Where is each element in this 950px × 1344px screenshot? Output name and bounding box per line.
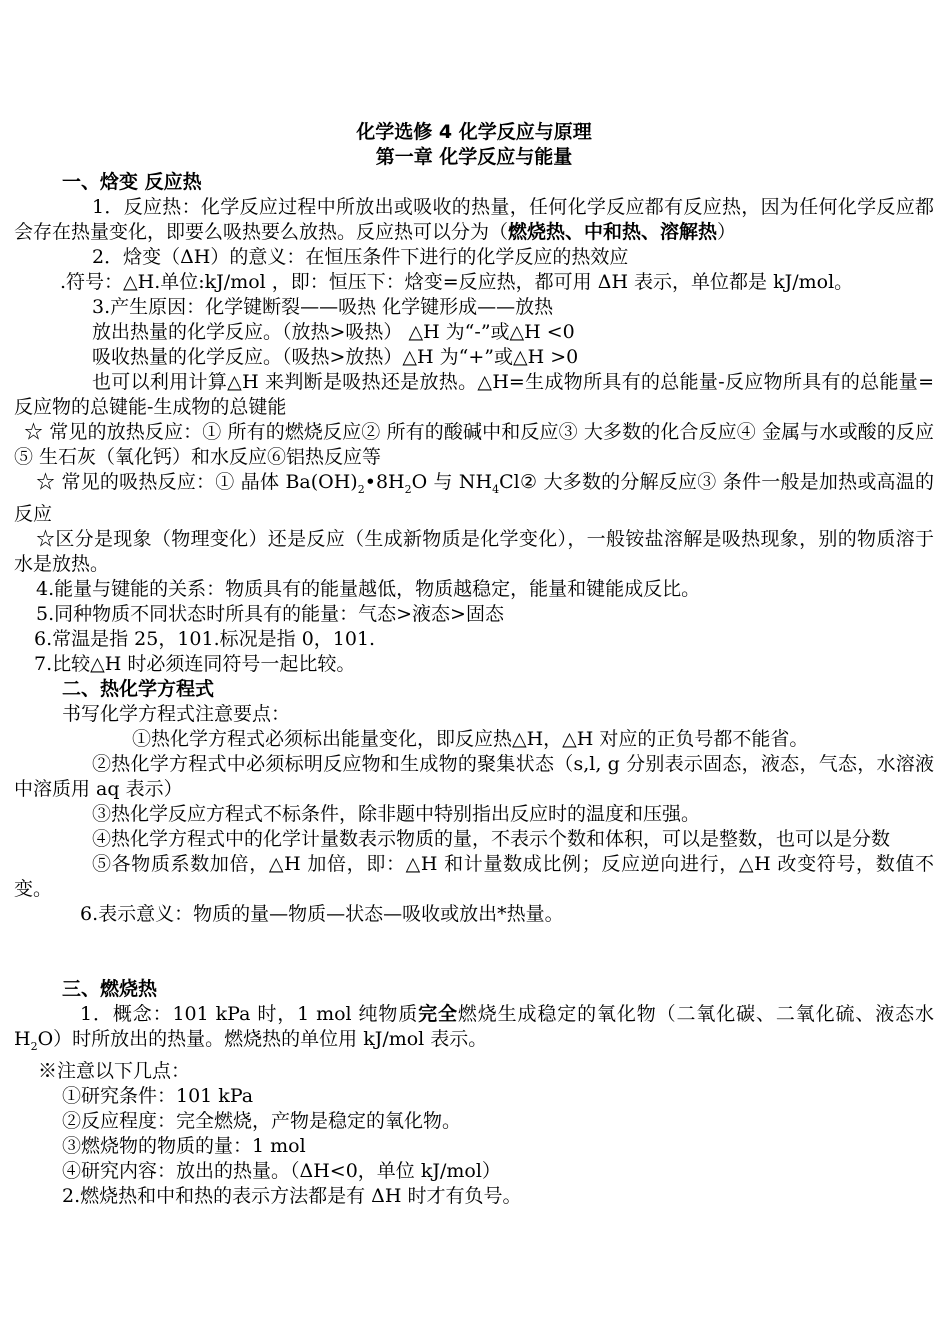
paragraph: ②反应程度：完全燃烧，产物是稳定的氧化物。	[62, 1109, 462, 1132]
doc-title: 化学选修 4 化学反应与原理	[356, 121, 592, 143]
paragraph: 2.燃烧热和中和热的表示方法都是有 ΔH 时才有负号。	[62, 1184, 522, 1207]
paragraph: ☆区分是现象（物理变化）还是反应（生成新物质是化学变化），一般铵盐溶解是吸热现象，别的物质溶于水是放热。	[14, 527, 934, 575]
paragraph: 6.常温是指 25，101.标况是指 0，101.	[34, 627, 376, 650]
paragraph: 放出热量的化学反应。（放热>吸热） △H 为“-”或△H <0	[92, 321, 575, 343]
section-2-heading: 二、热化学方程式	[62, 677, 215, 700]
paragraph: ④研究内容：放出的热量。（ΔH<0，单位 kJ/mol）	[62, 1159, 501, 1182]
paragraph: 书写化学方程式注意要点：	[62, 702, 291, 725]
paragraph: ①研究条件：101 kPa	[62, 1084, 254, 1107]
document-page	[14, 120, 934, 1209]
paragraph: ②热化学方程式中必须标明反应物和生成物的聚集状态（s,l, g 分别表示固态，液态，气态，水溶液中溶质用 aq 表示）	[14, 752, 934, 800]
chapter-title: 第一章 化学反应与能量	[375, 146, 573, 168]
paragraph: ③热化学反应方程式不标条件，除非题中特别指出反应时的温度和压强。	[92, 802, 701, 825]
paragraph: 3.产生原因：化学键断裂——吸热 化学键形成——放热	[92, 296, 554, 318]
section-1-heading: 一、焓变 反应热	[62, 171, 202, 193]
section-3-heading: 三、燃烧热	[62, 977, 158, 1000]
paragraph: ①热化学方程式必须标出能量变化，即反应热△H，△H 对应的正负号都不能省。	[132, 727, 809, 750]
paragraph: 5.同种物质不同状态时所具有的能量：气态>液态>固态	[36, 602, 504, 625]
paragraph: 6.表示意义：物质的量—物质—状态—吸收或放出*热量。	[80, 902, 564, 925]
paragraph: 4.能量与键能的关系：物质具有的能量越低，物质越稳定，能量和键能成反比。	[36, 577, 701, 600]
paragraph: 1．反应热：化学反应过程中所放出或吸收的热量，任何化学反应都有反应热，因为任何化学反应都会存在热量变化，即要么吸热要么放热。反应热可以分为（燃烧热、中和热、溶解热）	[14, 196, 934, 243]
paragraph: 吸收热量的化学反应。（吸热>放热）△H 为“+”或△H >0	[92, 346, 579, 368]
paragraph: 2．焓变（ΔH）的意义：在恒压条件下进行的化学反应的热效应	[92, 246, 629, 268]
paragraph: .符号：△H.单位:kJ/mol ，即：恒压下：焓变=反应热，都可用 ΔH 表示，单位都是 kJ/mol。	[60, 271, 854, 293]
paragraph: ③燃烧物的物质的量：1 mol	[62, 1134, 306, 1157]
paragraph: 1．概念：101 kPa 时，1 mol 纯物质完全燃烧生成稳定的氧化物（二氧化碳、二氧化硫、液态水 $H_2O$）时所放出的热量。燃烧热的单位用 kJ/mol 表示。	[14, 1002, 934, 1053]
paragraph: 7.比较△H 时必须连同符号一起比较。	[34, 652, 356, 675]
paragraph: ⑤各物质系数加倍，△H 加倍，即：△H 和计量数成比例；反应逆向进行，△H 改变符号，数值不变。	[14, 852, 934, 900]
paragraph: ☆ 常见的放热反应：① 所有的燃烧反应② 所有的酸碱中和反应③ 大多数的化合反应④ 金属与水或酸的反应⑤ 生石灰（氧化钙）和水反应⑥铝热反应等	[14, 421, 934, 468]
paragraph: ④热化学方程式中的化学计量数表示物质的量，不表示个数和体积，可以是整数，也可以是分数	[92, 827, 891, 850]
paragraph: ☆ 常见的吸热反应：① 晶体 $Ba(OH)_2•8H_2O$ 与 $NH_4Cl②$ 大多数的分解反应③ 条件一般是加热或高温的反应	[14, 471, 934, 525]
paragraph: ※注意以下几点：	[38, 1059, 191, 1082]
paragraph: 也可以利用计算△H 来判断是吸热还是放热。△H=生成物所具有的总能量-反应物所具有的总能量=反应物的总键能-生成物的总键能	[14, 371, 934, 418]
